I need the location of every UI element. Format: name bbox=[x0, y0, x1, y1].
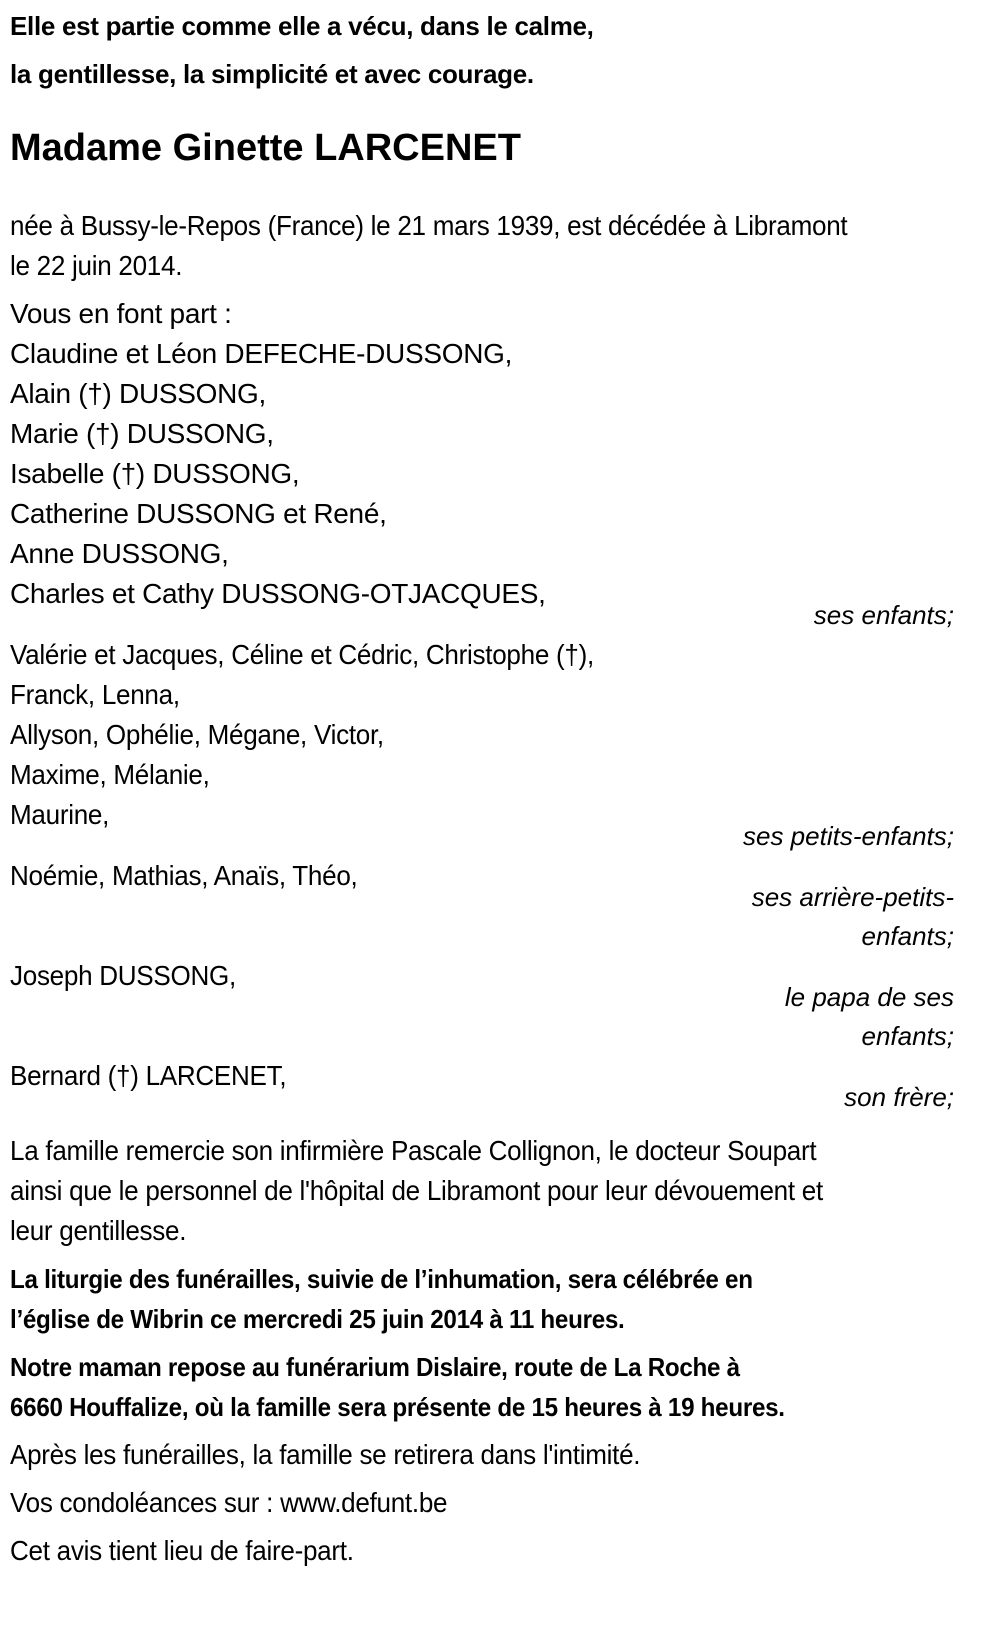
family-group-great-grandchildren bbox=[10, 856, 1000, 956]
thanks-line-1: La famille remercie son infirmière Pascale Collignon, le docteur Soupart bbox=[10, 1135, 817, 1166]
visitation-line-2: 6660 Houffalize, où la famille sera présente de 15 heures à 19 heures. bbox=[10, 1392, 785, 1422]
relation-label: ses enfants; bbox=[813, 600, 954, 630]
family-name-line: Allyson, Ophélie, Mégane, Victor, bbox=[10, 719, 384, 750]
family-name-line: Marie (†) DUSSONG, bbox=[10, 418, 274, 449]
family-name-line: Maurine, bbox=[10, 799, 110, 830]
family-name-line: Maxime, Mélanie, bbox=[10, 759, 210, 790]
family-name-line: Franck, Lenna, bbox=[10, 679, 180, 710]
funeral-line-1: La liturgie des funérailles, suivie de l’inhumation, sera célébrée en bbox=[10, 1264, 753, 1294]
closing-text: Cet avis tient lieu de faire-part. bbox=[10, 1535, 354, 1566]
thanks-line-2: ainsi que le personnel de l'hôpital de Libramont pour leur dévouement et bbox=[10, 1175, 823, 1206]
family-name-line: Claudine et Léon DEFECHE-DUSSONG, bbox=[10, 338, 513, 369]
relation-label: le papa de ses bbox=[784, 982, 954, 1012]
relation-label: ses arrière-petits- bbox=[751, 882, 954, 912]
relation-label: son frère; bbox=[844, 1082, 954, 1112]
relation-label: enfants; bbox=[861, 921, 954, 951]
birth-death-line-2: le 22 juin 2014. bbox=[10, 250, 183, 281]
family-group-brother bbox=[10, 1056, 1000, 1117]
funeral-line-2: l’église de Wibrin ce mercredi 25 juin 2014 à 11 heures. bbox=[10, 1304, 625, 1334]
relation-label: enfants; bbox=[861, 1021, 954, 1051]
visitation-line-1: Notre maman repose au funérarium Dislaire, route de La Roche à bbox=[10, 1352, 740, 1382]
family-name-line: Joseph DUSSONG, bbox=[10, 960, 236, 991]
announce-intro: Vous en font part : bbox=[10, 298, 232, 329]
family-name-line: Isabelle (†) DUSSONG, bbox=[10, 458, 300, 489]
family-name-line: Alain (†) DUSSONG, bbox=[10, 378, 266, 409]
family-name-line: Valérie et Jacques, Céline et Cédric, Christophe (†), bbox=[10, 639, 594, 670]
relation-label: ses petits-enfants; bbox=[743, 821, 954, 851]
birth-death-line-1: née à Bussy-le-Repos (France) le 21 mars 1939, est décédée à Libramont bbox=[10, 210, 848, 241]
quote-line-2: la gentillesse, la simplicité et avec courage. bbox=[10, 59, 534, 89]
family-name-line: Bernard (†) LARCENET, bbox=[10, 1060, 287, 1091]
family-group-children bbox=[10, 334, 1000, 635]
thanks-line-3: leur gentillesse. bbox=[10, 1215, 187, 1246]
deceased-name-title: Madame Ginette LARCENET bbox=[10, 127, 521, 169]
family-name-line: Noémie, Mathias, Anaïs, Théo, bbox=[10, 860, 358, 891]
family-name-line: Catherine DUSSONG et René, bbox=[10, 498, 387, 529]
family-group-father-of-children bbox=[10, 956, 1000, 1056]
family-name-line: Charles et Cathy DUSSONG-OTJACQUES, bbox=[10, 578, 546, 609]
quote-line-1: Elle est partie comme elle a vécu, dans le calme, bbox=[10, 11, 594, 41]
condolences-text: Vos condoléances sur : www.defunt.be bbox=[10, 1487, 448, 1518]
family-name-line: Anne DUSSONG, bbox=[10, 538, 229, 569]
after-funeral-text: Après les funérailles, la famille se retirera dans l'intimité. bbox=[10, 1439, 641, 1470]
family-group-grandchildren bbox=[10, 635, 1000, 856]
